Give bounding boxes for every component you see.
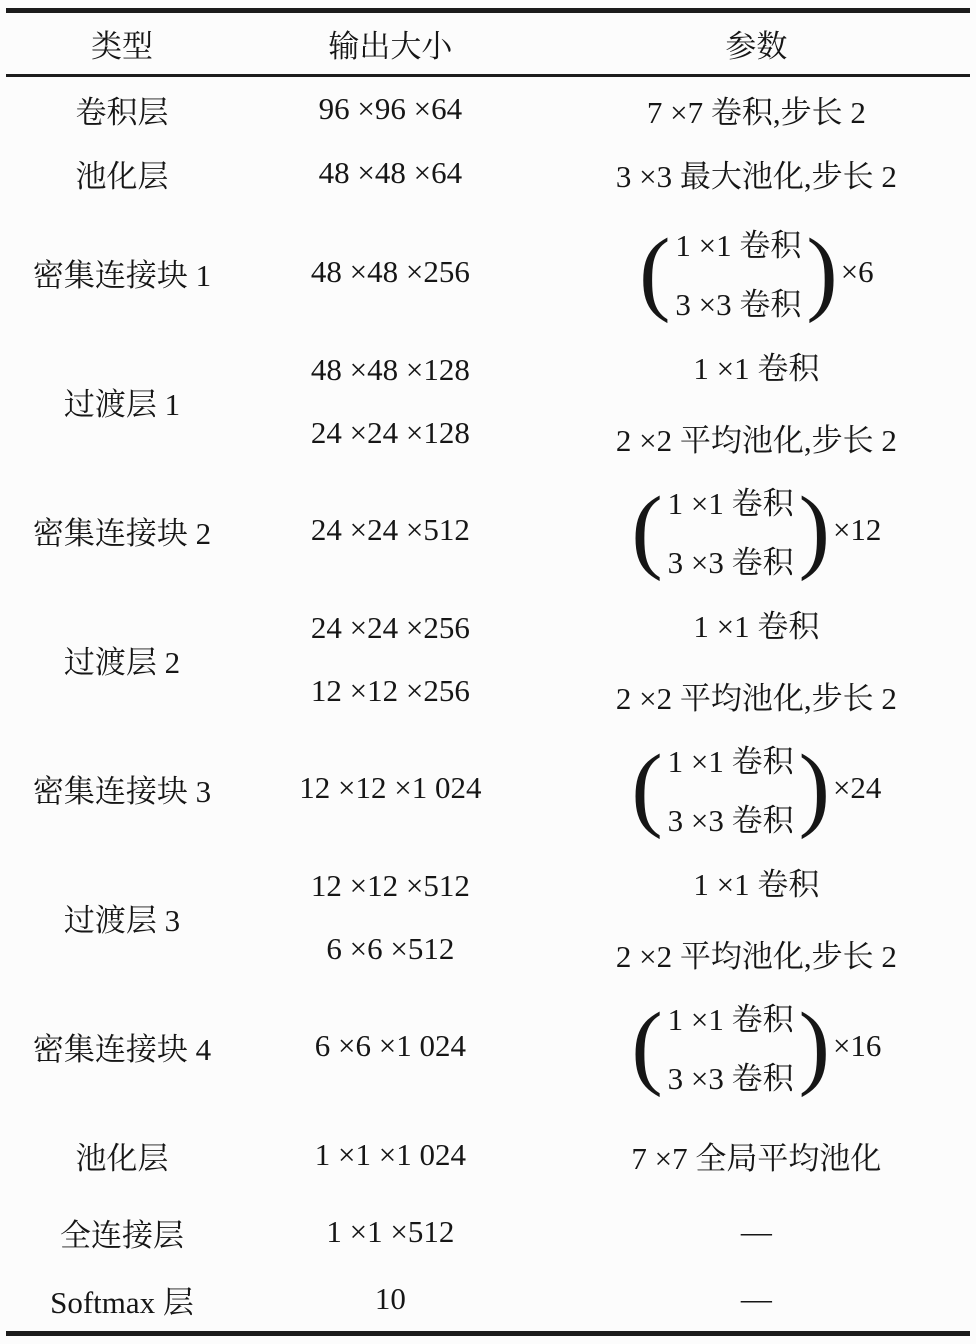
table-row [0, 1113, 976, 1197]
output-cell: 6 ×6 ×1 024 [314, 1028, 466, 1063]
matrix-multiplier: ×6 [840, 254, 874, 289]
layer-cell: 过渡层 2 [63, 644, 181, 680]
params-cell-line-2: 2 ×2 平均池化,步长 2 [615, 422, 897, 458]
table-row [0, 855, 976, 979]
output-cell [244, 855, 537, 979]
output-cell-line-2: 12 ×12 ×256 [310, 672, 470, 708]
params-cell-line-1: 1 ×1 卷积 [693, 350, 820, 386]
matrix-right-paren: ) [798, 478, 830, 582]
table-row [0, 979, 976, 1113]
matrix-multiplier: ×12 [832, 512, 882, 547]
conv-matrix [631, 994, 881, 1098]
layer-cell: Softmax 层 [50, 1284, 194, 1320]
layer-cell: 密集连接块 3 [32, 773, 212, 809]
output-cell-line-1: 48 ×48 ×128 [310, 351, 470, 387]
matrix-left-paren: ( [631, 994, 663, 1098]
table-row [0, 141, 976, 205]
matrix-multiplier: ×24 [832, 770, 882, 805]
output-cell: 1 ×1 ×512 [326, 1214, 455, 1249]
layer-cell: 池化层 [75, 1140, 169, 1176]
matrix-lines-line-2: 3 ×3 卷积 [675, 287, 802, 322]
output-cell: 96 ×96 ×64 [318, 91, 463, 126]
layer-cell: 密集连接块 2 [32, 515, 212, 551]
params-cell-line-2: 2 ×2 平均池化,步长 2 [615, 938, 897, 974]
output-cell-line-2: 24 ×24 ×128 [310, 414, 470, 450]
params-cell: 7 ×7 全局平均池化 [631, 1140, 882, 1176]
layer-cell: 过渡层 1 [63, 386, 181, 422]
params-cell-line-1: 1 ×1 卷积 [693, 866, 820, 902]
table-row [0, 1197, 976, 1267]
output-cell: 48 ×48 ×256 [310, 254, 470, 289]
layer-cell: 池化层 [75, 158, 169, 194]
matrix-right-paren: ) [798, 736, 830, 840]
header-row [0, 13, 976, 74]
output-cell: 12 ×12 ×1 024 [299, 770, 482, 805]
conv-matrix [631, 478, 881, 582]
matrix-lines-line-1: 1 ×1 卷积 [675, 228, 802, 263]
table-row [0, 721, 976, 855]
layer-cell: 过渡层 3 [63, 902, 181, 938]
matrix-lines [670, 220, 806, 324]
table-body [0, 77, 976, 1331]
params-cell: 3 ×3 最大池化,步长 2 [615, 158, 897, 194]
conv-matrix [631, 736, 881, 840]
output-cell: 10 [374, 1281, 406, 1316]
matrix-lines-line-1: 1 ×1 卷积 [667, 1002, 794, 1037]
table-row [0, 463, 976, 597]
params-cell [537, 339, 976, 463]
params-cell [537, 597, 976, 721]
output-cell: 1 ×1 ×1 024 [314, 1137, 466, 1172]
table-row [0, 77, 976, 141]
output-cell: 24 ×24 ×512 [310, 512, 470, 547]
table-row [0, 205, 976, 339]
matrix-right-paren: ) [798, 994, 830, 1098]
params-cell [537, 736, 976, 840]
params-cell: — [740, 1214, 772, 1249]
matrix-left-paren: ( [631, 736, 663, 840]
matrix-left-paren: ( [631, 478, 663, 582]
table-row [0, 597, 976, 721]
conv-matrix [639, 220, 874, 324]
matrix-lines-line-1: 1 ×1 卷积 [667, 744, 794, 779]
table-row [0, 1267, 976, 1331]
output-cell-line-2: 6 ×6 ×512 [326, 930, 455, 966]
output-cell [244, 339, 537, 463]
matrix-lines-line-2: 3 ×3 卷积 [667, 1061, 794, 1096]
matrix-left-paren: ( [639, 220, 671, 324]
header-parameters: 参数 [725, 29, 788, 64]
matrix-lines [663, 994, 799, 1098]
header-type: 类型 [91, 29, 153, 64]
matrix-right-paren: ) [806, 220, 838, 324]
matrix-lines [663, 736, 799, 840]
params-cell-line-1: 1 ×1 卷积 [693, 608, 820, 644]
matrix-multiplier: ×16 [832, 1028, 882, 1063]
layer-cell: 卷积层 [75, 94, 169, 130]
table-row [0, 339, 976, 463]
matrix-lines [663, 478, 799, 582]
params-cell-line-2: 2 ×2 平均池化,步长 2 [615, 680, 897, 716]
output-cell [244, 597, 537, 721]
matrix-lines-line-2: 3 ×3 卷积 [667, 803, 794, 838]
params-cell: — [740, 1281, 772, 1316]
layer-cell: 密集连接块 1 [32, 257, 212, 293]
layer-cell: 密集连接块 4 [32, 1031, 212, 1067]
output-cell-line-1: 24 ×24 ×256 [310, 609, 470, 645]
output-cell-line-1: 12 ×12 ×512 [310, 867, 470, 903]
layer-cell: 全连接层 [60, 1217, 184, 1253]
params-cell [537, 478, 976, 582]
params-cell [537, 994, 976, 1098]
matrix-lines-line-2: 3 ×3 卷积 [667, 545, 794, 580]
output-cell: 48 ×48 ×64 [318, 155, 463, 190]
params-cell [537, 855, 976, 979]
header-output-size: 输出大小 [328, 29, 453, 64]
params-cell: 7 ×7 卷积,步长 2 [646, 94, 866, 130]
params-cell [537, 220, 976, 324]
matrix-lines-line-1: 1 ×1 卷积 [667, 486, 794, 521]
table-bottom-rule [6, 1331, 970, 1336]
